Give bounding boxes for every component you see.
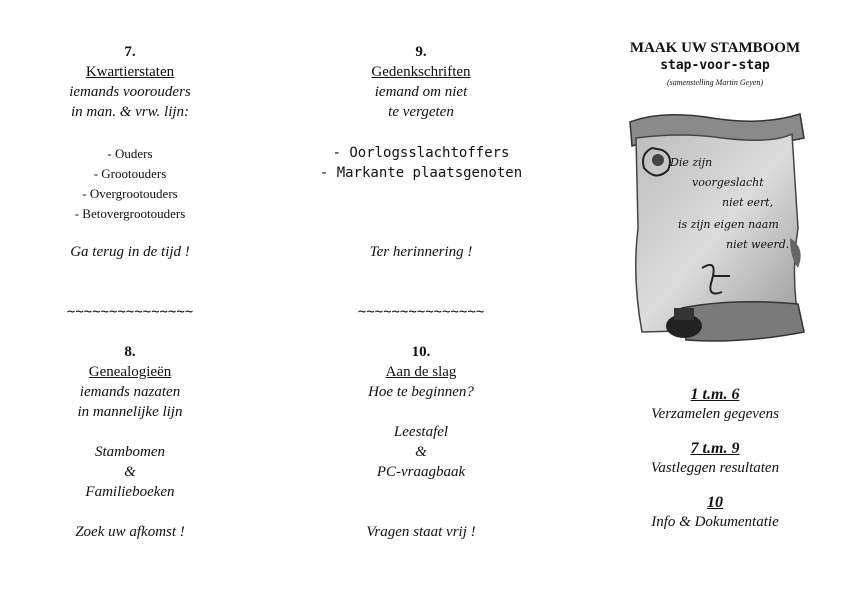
section-8-tagline: Zoek uw afkomst ! xyxy=(75,524,185,540)
scroll-line: niet eert, xyxy=(722,196,774,209)
section-10-number: 10. xyxy=(411,344,431,360)
section-9-sub2: te vergeten xyxy=(388,104,454,120)
index-range-1: 1 t.m. 6 xyxy=(690,386,740,403)
column-middle xyxy=(310,40,532,560)
scroll-line: is zijn eigen naam xyxy=(678,218,779,231)
cover-credit: (samenstelling Martin Geyen) xyxy=(667,78,763,87)
parchment-scroll-image xyxy=(622,108,808,370)
index-range-2: 7 t.m. 9 xyxy=(690,440,740,457)
section-7-item: - Overgrootouders xyxy=(82,186,178,201)
section-8-sub1: iemands nazaten xyxy=(79,384,181,400)
divider: ~~~~~~~~~~~~~~~ xyxy=(66,304,194,320)
index-label-1: Verzamelen gegevens xyxy=(651,406,779,422)
cover-subtitle: stap-voor-stap xyxy=(660,58,770,73)
divider: ~~~~~~~~~~~~~~~ xyxy=(357,304,485,320)
section-8-body2: & xyxy=(124,464,136,480)
scroll-svg xyxy=(622,108,808,370)
section-7-title: Kwartierstaten xyxy=(85,64,175,80)
section-7-sub2: in man. & vrw. lijn: xyxy=(70,104,190,120)
section-9-title: Gedenkschriften xyxy=(371,64,471,80)
section-9-number: 9. xyxy=(415,44,427,60)
section-10-sub1: Hoe te beginnen? xyxy=(368,384,474,400)
section-9-tagline: Ter herinnering ! xyxy=(369,244,473,260)
section-8-number: 8. xyxy=(124,344,136,360)
index-range-3: 10 xyxy=(707,494,723,511)
section-9-item: - Markante plaatsgenoten xyxy=(319,165,523,181)
column-left xyxy=(20,40,240,560)
section-10-tagline: Vragen staat vrij ! xyxy=(366,524,476,540)
section-8-sub2: in mannelijke lijn xyxy=(77,404,183,420)
scroll-line: niet weerd. xyxy=(726,238,790,251)
section-9-item: - Oorlogsslachtoffers xyxy=(332,145,510,161)
section-8-title: Genealogieën xyxy=(88,364,172,380)
section-7-tagline: Ga terug in de tijd ! xyxy=(70,244,190,260)
section-10-title: Aan de slag xyxy=(385,364,457,380)
section-7-item: - Betovergrootouders xyxy=(74,206,186,221)
section-8-body1: Stambomen xyxy=(95,444,165,460)
index-label-2: Vastleggen resultaten xyxy=(650,460,780,476)
scroll-line: Die zijn xyxy=(670,156,713,169)
section-7-number: 7. xyxy=(124,44,136,60)
index-label-3: Info & Dokumentatie xyxy=(651,514,779,530)
section-7-item: - Grootouders xyxy=(93,166,167,181)
scroll-line: voorgeslacht xyxy=(692,176,764,189)
section-7-sub1: iemands voorouders xyxy=(69,84,191,100)
section-7-item: - Ouders xyxy=(107,146,153,161)
cover-title: MAAK UW STAMBOOM xyxy=(629,40,801,56)
section-9-sub1: iemand om niet xyxy=(374,84,468,100)
section-10-body1: Leestafel xyxy=(393,424,449,440)
section-10-body3: PC-vraagbaak xyxy=(376,464,466,480)
section-10-body2: & xyxy=(415,444,427,460)
section-8-body3: Familieboeken xyxy=(85,484,175,500)
